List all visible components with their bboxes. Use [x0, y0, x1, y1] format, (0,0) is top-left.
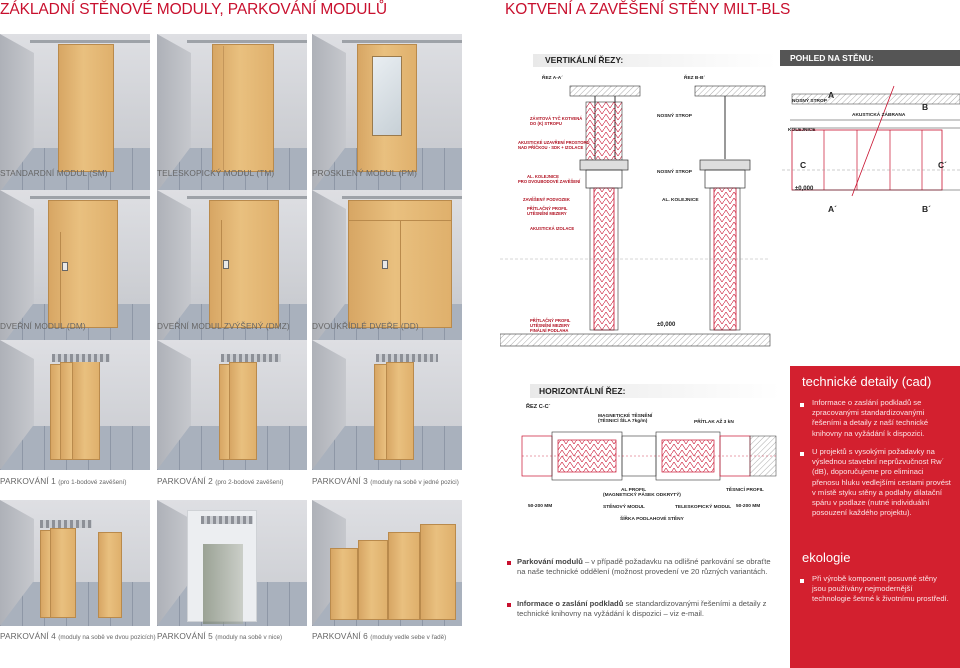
caption-parking-3 [312, 476, 459, 486]
wall-a2: A´ [828, 204, 837, 214]
caption-parking-6 [312, 631, 446, 641]
note-bottom-0: PŘÍTLAČNÝ PROFIL [530, 318, 571, 323]
note-a-0: ZÁVITOVÁ TYČ KOTVENÁ [530, 116, 583, 121]
bullet-2 [507, 603, 511, 607]
std-label: STĚNOVÝ MODUL [603, 505, 645, 510]
caption-dmz: DVEŘNÍ MODUL ZVÝŠENÝ (DMZ) [157, 321, 290, 331]
magnet-label-1: MAGNETICKÉ TĚSNĚNÍ [598, 414, 653, 419]
caption-parking-2 [157, 476, 284, 486]
eco-title: ekologie [802, 550, 851, 565]
caption-dd: DVOUKŘÍDLÉ DVEŘE (DD) [312, 321, 419, 331]
horizontal-title: HORIZONTÁLNÍ ŘEZ: [539, 386, 626, 396]
parking-1-label: PARKOVÁNÍ 1 [0, 476, 56, 486]
caption-parking-5 [157, 631, 282, 641]
cad-item-1: Informace o zaslání podkladů se zpracovanými standardizovanými řešeními a detaily z naší technické knihovny na vyžádání k dispozici. [812, 398, 929, 438]
parking-image-2 [157, 340, 307, 470]
parking-3-note: (moduly na sobě v jedné pozici) [370, 479, 459, 486]
profile-label: AL PROFIL [621, 488, 647, 493]
wall-b2: B´ [922, 204, 931, 214]
vertical-title: VERTIKÁLNÍ ŘEZY: [545, 55, 624, 65]
middle-note-2 [517, 599, 777, 619]
parking-4-note: (moduly na sobě ve dvou pozicích) [58, 634, 156, 641]
red-bullet-1 [800, 403, 804, 407]
caption-parking-4 [0, 631, 156, 641]
parking-image-6 [312, 500, 462, 626]
wall-view-header [780, 50, 960, 66]
caption-dm: DVEŘNÍ MODUL (DM) [0, 321, 86, 331]
middle-note-1 [517, 557, 777, 577]
middle-note-1-text: – v případě požadavku na odlišné parkování se obraťte na naše technické oddělení (možnost provedení ve 20 různých variantách. [517, 557, 771, 577]
right-title: KOTVENÍ A ZAVĚŠENÍ STĚNY MILT-BLS [505, 1, 791, 18]
cad-item-2: U projektů s vysokými požadavky na výslednou stavební neprůzvučnost Rw´ (dB), doporučujeme pro eliminaci přenosu hluku vedlejšími cestami provést v místě styku stěny a podlahy dilatační spáru v podlaze (nutné individuální posouzení každého projektu). [812, 447, 951, 518]
left-title: ZÁKLADNÍ STĚNOVÉ MODULY, PARKOVÁNÍ MODULŮ [0, 1, 387, 18]
caption-sm: STANDARDNÍ MODUL (SM) [0, 168, 108, 178]
caption-tm: TELESKOPICKÝ MODUL (TM) [157, 168, 275, 178]
note-a-3: NAD PŘÍČKOU - SDK + IZOLACE [518, 145, 584, 150]
wall-a: A [828, 90, 835, 100]
parking-image-5 [157, 500, 307, 626]
parking-3-label: PARKOVÁNÍ 3 [312, 476, 368, 486]
dim-right: 50-200 MM [736, 504, 761, 509]
cut-b-label: ŘEZ B-B´ [684, 76, 706, 81]
caption-pm: PROSKLENÝ MODUL (PM) [312, 168, 417, 178]
wall-c: C [800, 160, 807, 170]
parking-1-note: (pro 1-bodové zavěšení) [58, 479, 127, 486]
caption-parking-1 [0, 476, 127, 486]
note-bottom-2: FINÁLNÍ PODLAHA [530, 328, 569, 333]
parking-6-label: PARKOVÁNÍ 6 [312, 631, 368, 641]
red-bullet-2 [800, 452, 804, 456]
seal-label: TĚSNICÍ PROFIL [726, 488, 764, 493]
note-a-1: DO (K) STROPU [530, 121, 562, 126]
press-label: PŘÍTLAK AŽ 3 kN [694, 420, 734, 425]
wall-level: ±0,000 [795, 186, 814, 192]
horizontal-section-header [530, 384, 780, 398]
cut-c-label: ŘEZ C-C´ [526, 404, 551, 410]
horizontal-cut-drawing [520, 426, 780, 492]
red-info-panel [790, 366, 960, 668]
parking-image-4 [0, 500, 150, 626]
tele-label: TELESKOPICKÝ MODUL [675, 505, 732, 510]
parking-4-label: PARKOVÁNÍ 4 [0, 631, 56, 641]
width-label: ŠÍŘKA PODLAHOVÉ STĚNY [620, 517, 684, 522]
note-a-5: PRO DVOUBODOVÉ ZAVĚŠENÍ [518, 179, 581, 184]
ceiling-label-1: NOSNÝ STROP [657, 114, 692, 119]
note-a-6: ZAVĚŠENÝ PODVOZEK [523, 197, 570, 202]
profile-note: (MAGNETICKÝ PÁSEK ODKRYTÝ) [603, 493, 681, 498]
parking-5-note: (moduly na sobě v nice) [215, 634, 283, 641]
eco-item-1: Při výrobě komponent posuvné stěny jsou používány nejmodernější technologie šetrné k životnímu prostředí. [812, 574, 949, 604]
bullet-1 [507, 561, 511, 565]
wall-rail: KOLEJNICE [788, 128, 816, 133]
wall-barrier: AKUSTICKÁ ZÁBRANA [852, 113, 906, 118]
level-label: ±0,000 [657, 322, 676, 328]
wall-view-title: POHLED NA STĚNU: [790, 53, 874, 63]
note-a-8: UTĚSNĚNÍ MEZERY [527, 211, 567, 216]
wall-b: B [922, 102, 929, 112]
red-bullet-3 [800, 579, 804, 583]
note-bottom-1: UTĚSNĚNÍ MEZERY [530, 323, 570, 328]
rail-label: AL. KOLEJNICE [662, 198, 699, 203]
note-a-7: PŘÍTLAČNÝ PROFIL [527, 206, 568, 211]
middle-note-2-strong: Informace o zaslání podkladů [517, 599, 624, 608]
parking-6-note: (moduly vedle sebe v řadě) [370, 634, 447, 641]
note-a-2: AKUSTICKÉ UZAVŘENÍ PROSTORU [518, 140, 590, 145]
parking-image-1 [0, 340, 150, 470]
parking-2-note: (pro 2-bodové zavěšení) [215, 479, 284, 486]
parking-image-3 [312, 340, 462, 470]
middle-note-2-text: se standardizovanými řešeními a detaily z technické knihovny na vyžádání k dispozici – viz e-mail. [517, 599, 767, 619]
parking-2-label: PARKOVÁNÍ 2 [157, 476, 213, 486]
middle-note-1-strong: Parkování modulů [517, 557, 583, 566]
dim-left: 50-200 MM [528, 504, 553, 509]
wall-c2: C´ [938, 160, 947, 170]
note-a-4: AL. KOLEJNICE [527, 174, 559, 179]
vertical-section-header [533, 54, 777, 67]
magnet-label-2: (TĚSNICÍ ŠÍLA 7kg/m) [598, 419, 648, 424]
wall-ceiling-label: NOSNÝ STROP [792, 99, 827, 104]
note-a-9: AKUSTICKÁ IZOLACE [530, 226, 575, 231]
cad-title: technické detaily (cad) [802, 374, 932, 389]
ceiling-label-2: NOSNÝ STROP [657, 170, 692, 175]
cut-a-label: ŘEZ A-A´ [542, 76, 563, 81]
parking-5-label: PARKOVÁNÍ 5 [157, 631, 213, 641]
